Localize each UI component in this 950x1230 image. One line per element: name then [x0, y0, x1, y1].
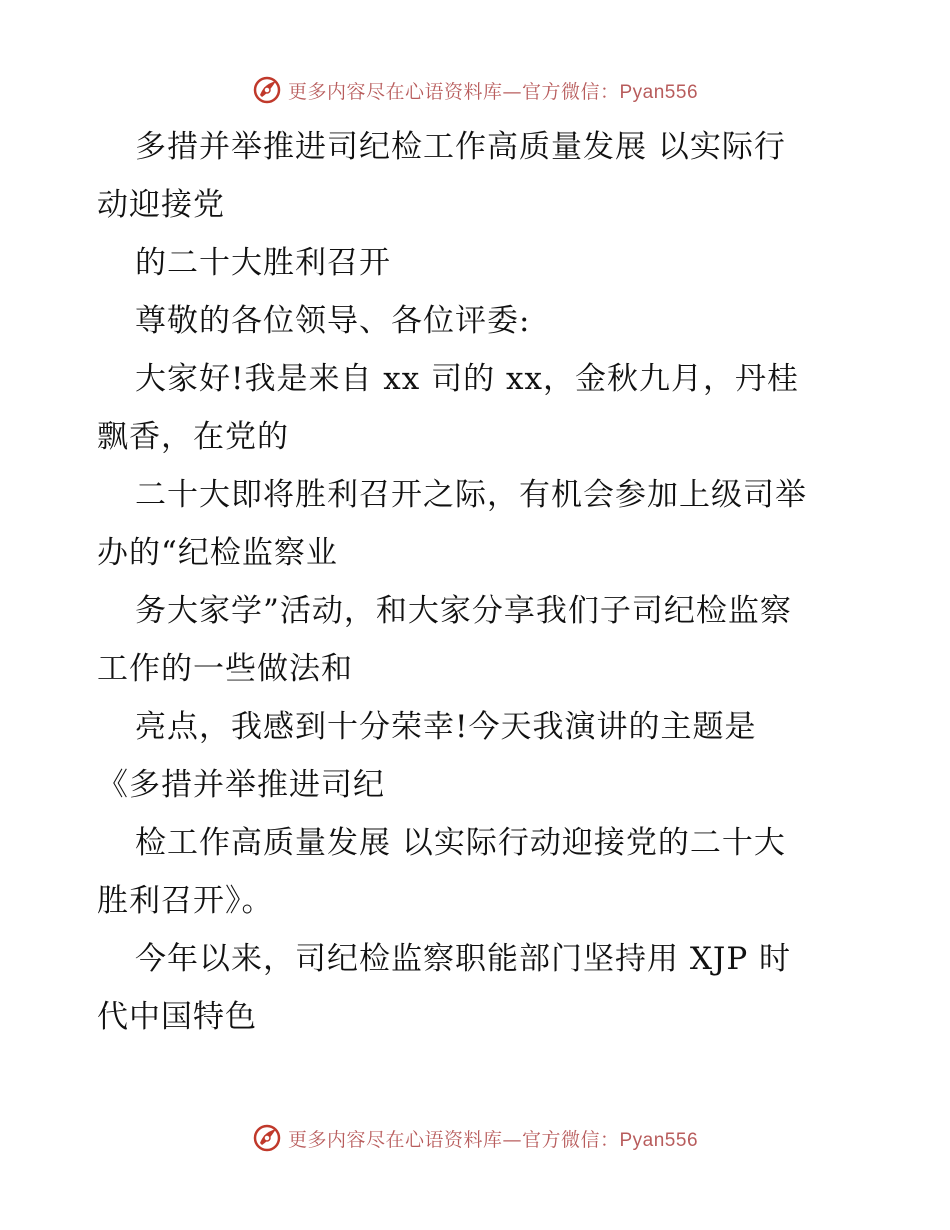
paragraph-line: 二十大即将胜利召开之际，有机会参加上级司举: [135, 477, 807, 513]
banner-text: [288, 1125, 698, 1152]
paragraph-line: 代中国特色: [97, 999, 257, 1035]
logo-icon: [252, 75, 282, 105]
banner-main-text: 更多内容尽在心语资料库: [287, 1128, 503, 1151]
title-line-1: 多措并举推进司纪检工作高质量发展 以实际行: [135, 129, 786, 165]
footer-banner: [0, 1118, 950, 1158]
paragraph-line: 亮点，我感到十分荣幸!今天我演讲的主题是: [135, 709, 757, 745]
paragraph-line: 务大家学”活动，和大家分享我们子司纪检监察: [135, 593, 792, 629]
banner-wechat-label: 官方微信：: [521, 1128, 620, 1151]
logo-icon: [252, 1123, 282, 1153]
salutation: 尊敬的各位领导、各位评委:: [135, 303, 531, 339]
banner-text: [288, 77, 698, 104]
banner-dash: —: [502, 80, 522, 103]
paragraph-line: 《多措并举推进司纪: [97, 767, 385, 803]
paragraph-line: 工作的一些做法和: [97, 651, 353, 687]
banner-dash: —: [502, 1128, 522, 1151]
paragraph-line: 今年以来，司纪检监察职能部门坚持用 XJP 时: [135, 941, 792, 977]
paragraph-line: 办的“纪检监察业: [97, 535, 338, 571]
paragraph-line: 飘香，在党的: [97, 419, 289, 455]
banner-wechat-id: Pyan556: [619, 1129, 699, 1151]
document-body: [97, 118, 867, 1046]
banner-main-text: 更多内容尽在心语资料库: [287, 80, 503, 103]
title-line-2: 动迎接党: [97, 187, 225, 223]
header-banner: [0, 70, 950, 110]
banner-wechat-id: Pyan556: [619, 81, 699, 103]
paragraph-line: 检工作高质量发展 以实际行动迎接党的二十大: [135, 825, 786, 861]
banner-wechat-label: 官方微信：: [521, 80, 620, 103]
paragraph-line: 大家好!我是来自 xx 司的 xx，金秋九月，丹桂: [135, 361, 799, 397]
title-line-3: 的二十大胜利召开: [135, 245, 391, 281]
paragraph-line: 胜利召开》。: [97, 883, 274, 919]
